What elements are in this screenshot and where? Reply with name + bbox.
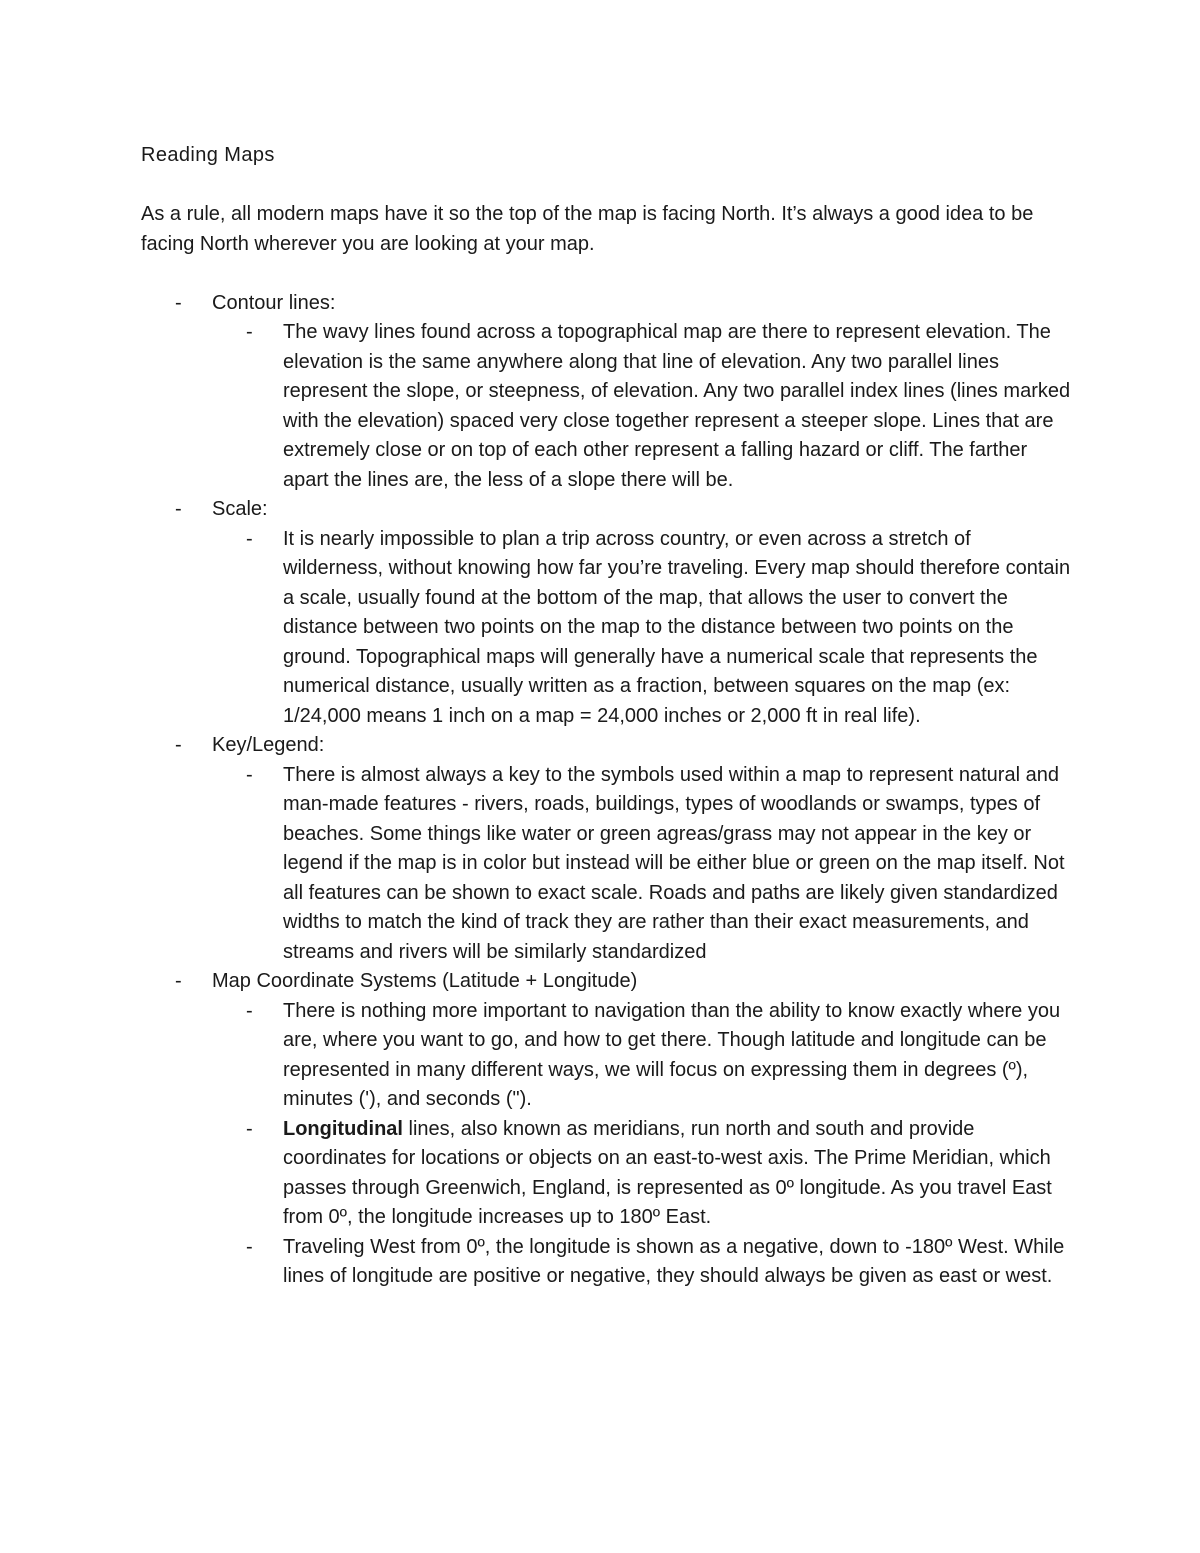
sub-list-item [212,525,1071,732]
sub-item-text: The wavy lines found across a topographical map are there to represent elevation. The elevation is the same anywhere along that line of elevation. Any two parallel lines represent the slope, or steepness, of elevation. Any two parallel index lines (lines marked with the elevation) spaced very close together represent a steeper slope. Lines that are extremely close or on top of each other represent a falling hazard or cliff. The farther apart the lines are, the less of a slope there will be. [283,321,1071,491]
section-heading: Key/Legend: [212,734,325,756]
bullet-dash: - [175,291,182,314]
bullet-dash: - [246,1235,253,1258]
sub-list [212,997,1071,1292]
bullet-dash: - [246,999,253,1022]
bullet-dash: - [175,970,182,992]
sub-list [212,525,1071,732]
list-item-coordinate-systems [141,967,1071,1292]
sub-list-item [212,1233,1071,1292]
sub-item-text: lines, also known as meridians, run north and south and provide coordinates for locations or objects on an east-to-west axis. The Prime Meridian, which passes through Greenwich, England, is represented as 0º longitude. As you travel East from 0º, the longitude increases up to 180º East. [283,1117,1052,1228]
sub-list-item [212,997,1071,1115]
sub-item-text: There is nothing more important to navigation than the ability to know exactly where you are, where you want to go, and how to get there. Though latitude and longitude can be represented in many different ways, we will focus on expressing them in degrees (º), minutes ('), and seconds ("). [283,999,1061,1110]
sub-list-item [212,761,1071,968]
bullet-dash: - [246,527,253,550]
section-heading: Scale: [212,498,268,520]
bullet-dash: - [246,1117,253,1140]
intro-paragraph: As a rule, all modern maps have it so the top of the map is facing North. It’s always a good idea to be facing North wherever you are looking at your map. [141,203,1034,255]
sub-item-text: It is nearly impossible to plan a trip across country, or even across a stretch of wilderness, without knowing how far you’re traveling. Every map should therefore contain a scale, usually found at the bottom of the map, that allows the user to convert the distance between two points on the map to the distance between two points on the ground. Topographical maps will generally have a numerical scale that represents the numerical distance, usually written as a fraction, between squares on the map (ex: 1/24,000 means 1 inch on a map = 24,000 inches or 2,000 ft in real life). [283,527,1071,727]
document-title: Reading Maps [141,144,275,166]
bullet-dash: - [246,763,253,786]
list-item-contour-lines [141,289,1071,496]
list-item-key-legend [141,731,1071,967]
section-heading: Map Coordinate Systems (Latitude + Longitude) [212,970,638,992]
sub-list [212,318,1071,495]
list-item-scale [141,495,1071,731]
bold-term-longitudinal: Longitudinal [283,1117,403,1140]
section-list [141,289,1071,1292]
bullet-dash: - [175,734,182,756]
document-page [141,141,1071,1292]
sub-list-item [212,318,1071,495]
sub-item-text: There is almost always a key to the symbols used within a map to represent natural and man-made features - rivers, roads, buildings, types of woodlands or swamps, types of beaches. Some things like water or green agreas/grass may not appear in the key or legend if the map is in color but instead will be either blue or green on the map itself. Not all features can be shown to exact scale. Roads and paths are likely given standardized widths to match the kind of track they are rather than their exact measurements, and streams and rivers will be similarly standardized [283,763,1065,963]
sub-list-item [212,1115,1071,1233]
bullet-dash: - [246,321,253,343]
section-heading: Contour lines: [212,291,336,314]
sub-item-text: Traveling West from 0º, the longitude is shown as a negative, down to -180º West. While lines of longitude are positive or negative, they should always be given as east or west. [283,1235,1065,1287]
bullet-dash: - [175,498,182,520]
sub-list [212,761,1071,968]
